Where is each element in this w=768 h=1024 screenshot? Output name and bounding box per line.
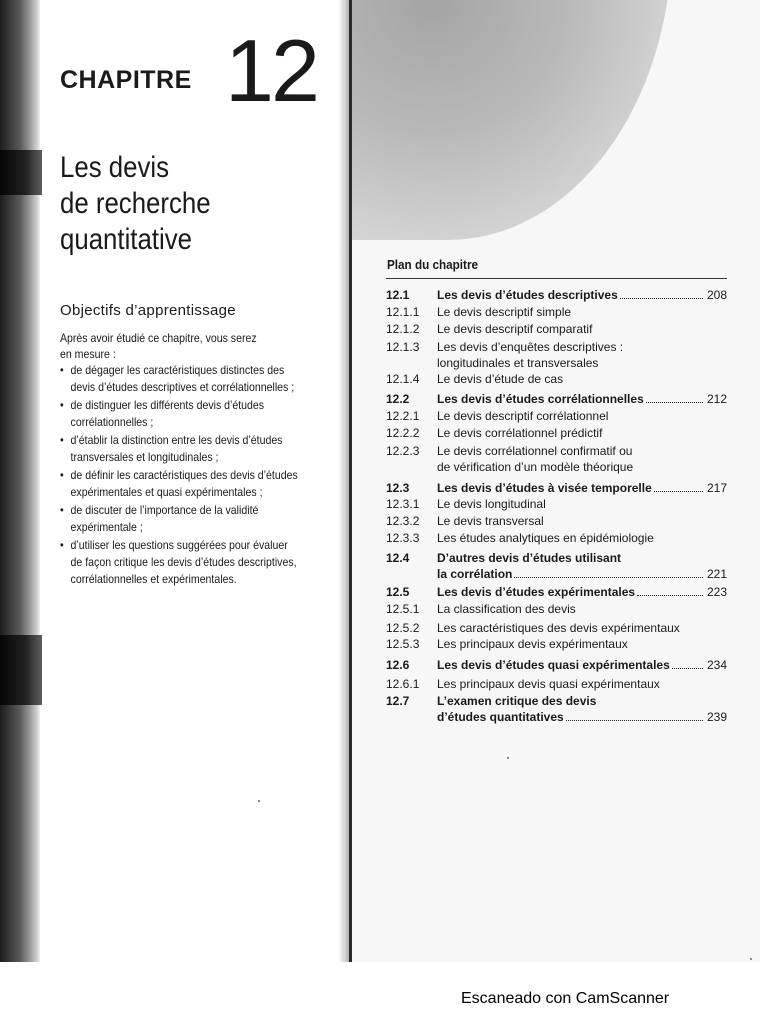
objectives-intro-line: Après avoir étudié ce chapitre, vous serez bbox=[60, 331, 257, 345]
objective-text: de définir les caractéristiques des devis d’études expérimentales et quasi expérimentales ; bbox=[70, 468, 298, 499]
toc-page-number: 223 bbox=[706, 585, 727, 599]
toc-page-number: 208 bbox=[706, 288, 727, 302]
toc-title-line bbox=[437, 371, 727, 387]
toc-title-line bbox=[437, 550, 727, 566]
toc-page-number: 212 bbox=[706, 392, 727, 406]
chapter-title-line: de recherche bbox=[60, 187, 211, 220]
toc-number: 12.3.1 bbox=[386, 497, 420, 511]
toc-title-line bbox=[437, 459, 727, 475]
toc-number: 12.2 bbox=[386, 392, 410, 406]
plan-title: Plan du chapitre bbox=[387, 257, 479, 272]
toc-subsection bbox=[386, 425, 728, 441]
toc-number: 12.5 bbox=[386, 585, 410, 599]
toc-title-line bbox=[437, 709, 727, 725]
toc-number: 12.1.2 bbox=[386, 322, 420, 336]
toc-title-line bbox=[437, 480, 727, 496]
chapter-title-line: Les devis bbox=[60, 151, 170, 184]
scan-speck bbox=[507, 757, 509, 759]
toc-page-number: 217 bbox=[706, 481, 727, 495]
toc-title-text: Les devis d’études à visée temporelle bbox=[437, 481, 652, 495]
toc-title-text: d’études quantitatives bbox=[437, 710, 564, 724]
toc-title bbox=[437, 480, 727, 496]
toc-title-text: la corrélation bbox=[437, 567, 513, 581]
toc-subsection bbox=[386, 601, 728, 617]
bullet-icon: • bbox=[60, 363, 64, 377]
toc-subsection bbox=[386, 636, 728, 652]
toc-number: 12.3 bbox=[386, 481, 410, 495]
toc-leader-dots bbox=[646, 402, 703, 403]
objective-text: de dégager les caractéristiques distinctes des devis d’études descriptives et corrélationnelles ; bbox=[70, 363, 295, 394]
toc-page-number: 239 bbox=[706, 710, 727, 724]
toc-title-text: Le devis corrélationnel confirmatif ou bbox=[437, 444, 633, 458]
toc-number: 12.4 bbox=[386, 551, 410, 565]
toc-title-text: D’autres devis d’études utilisant bbox=[437, 551, 622, 565]
toc-title-text: de vérification d’un modèle théorique bbox=[437, 460, 634, 474]
objective-text: de discuter de l’importance de la validité expérimentale ; bbox=[70, 503, 259, 534]
toc-title-text: Le devis descriptif simple bbox=[437, 305, 572, 319]
toc-title bbox=[437, 391, 727, 407]
toc-title bbox=[437, 693, 727, 725]
toc-section bbox=[386, 480, 728, 496]
toc-title-text: Le devis descriptif comparatif bbox=[437, 322, 593, 336]
toc-title bbox=[437, 287, 727, 303]
toc-title-line bbox=[437, 676, 727, 692]
toc-title-line bbox=[437, 601, 727, 617]
toc-number: 12.1 bbox=[386, 288, 410, 302]
toc-title-line bbox=[437, 636, 727, 652]
toc-title-line bbox=[437, 425, 727, 441]
toc-title-line bbox=[437, 693, 727, 709]
toc-leader-dots bbox=[672, 668, 703, 669]
chapter-label: CHAPITRE bbox=[60, 66, 192, 94]
toc-title-line bbox=[437, 321, 727, 337]
toc-title-line bbox=[437, 513, 727, 529]
toc-title-text: Les principaux devis expérimentaux bbox=[437, 637, 628, 651]
toc-title bbox=[437, 321, 727, 337]
toc-title-text: Le devis longitudinal bbox=[437, 497, 546, 511]
toc-number: 12.2.2 bbox=[386, 426, 420, 440]
toc-title-text: Les devis d’enquêtes descriptives : bbox=[437, 340, 624, 354]
toc-title-text: Le devis d’étude de cas bbox=[437, 372, 564, 386]
toc-subsection bbox=[386, 408, 728, 424]
bullet-icon: • bbox=[60, 503, 64, 517]
toc-title-text: L’examen critique des devis bbox=[437, 694, 597, 708]
toc-title-line bbox=[437, 339, 727, 355]
toc-section bbox=[386, 550, 728, 582]
toc-title-line bbox=[437, 355, 727, 371]
toc-title-line bbox=[437, 287, 727, 303]
toc-title bbox=[437, 636, 727, 652]
toc-subsection bbox=[386, 339, 728, 371]
toc-page-number: 234 bbox=[706, 658, 727, 672]
toc-title-text: Les devis d’études descriptives bbox=[437, 288, 618, 302]
toc-leader-dots bbox=[637, 595, 703, 596]
toc-title-text: Les devis d’études quasi expérimentales bbox=[437, 658, 670, 672]
toc-title-text: Le devis corrélationnel prédictif bbox=[437, 426, 603, 440]
toc-title-line bbox=[437, 620, 727, 636]
chapter-number: 12 bbox=[225, 21, 317, 120]
bullet-icon: • bbox=[60, 468, 64, 482]
toc-title-line bbox=[437, 584, 727, 600]
toc-title bbox=[437, 513, 727, 529]
toc-leader-dots bbox=[654, 491, 703, 492]
objectives-intro-line: en mesure : bbox=[60, 347, 116, 361]
toc-title-line bbox=[437, 530, 727, 546]
toc-title-text: Les caractéristiques des devis expérimentaux bbox=[437, 621, 680, 635]
objective-text: de distinguer les différents devis d’études corrélationnelles ; bbox=[70, 398, 265, 429]
bullet-icon: • bbox=[60, 398, 64, 412]
toc-section bbox=[386, 584, 728, 600]
toc-title bbox=[437, 371, 727, 387]
toc-number: 12.2.3 bbox=[386, 444, 420, 458]
toc-subsection bbox=[386, 496, 728, 512]
toc-title bbox=[437, 584, 727, 600]
toc-title-line bbox=[437, 657, 727, 673]
toc-section bbox=[386, 657, 728, 673]
toc-title bbox=[437, 620, 727, 636]
toc-number: 12.5.3 bbox=[386, 637, 420, 651]
scan-speck bbox=[258, 800, 260, 802]
toc-number: 12.1.3 bbox=[386, 340, 420, 354]
toc-title bbox=[437, 304, 727, 320]
toc-subsection bbox=[386, 620, 728, 636]
toc-subsection bbox=[386, 304, 728, 320]
toc-subsection bbox=[386, 443, 728, 475]
toc-title bbox=[437, 339, 727, 371]
toc-number: 12.1.4 bbox=[386, 372, 420, 386]
toc-subsection bbox=[386, 371, 728, 387]
scan-speck bbox=[750, 958, 752, 960]
toc-title-text: longitudinales et transversales bbox=[437, 356, 599, 370]
toc-title bbox=[437, 601, 727, 617]
toc-number: 12.7 bbox=[386, 694, 410, 708]
toc-number: 12.6.1 bbox=[386, 677, 420, 691]
toc-title bbox=[437, 408, 727, 424]
toc-title-text: Les devis d’études corrélationnelles bbox=[437, 392, 644, 406]
toc-title bbox=[437, 657, 727, 673]
toc-title bbox=[437, 530, 727, 546]
toc-number: 12.5.1 bbox=[386, 602, 420, 616]
toc-number: 12.5.2 bbox=[386, 621, 420, 635]
toc-number: 12.3.2 bbox=[386, 514, 420, 528]
toc-number: 12.6 bbox=[386, 658, 410, 672]
toc-title-line bbox=[437, 304, 727, 320]
objective-text: d’utiliser les questions suggérées pour évaluer de façon critique les devis d’études descriptives, corrélationnelles et expérimentales. bbox=[70, 538, 297, 586]
bullet-icon: • bbox=[60, 433, 64, 447]
toc-title-text: Le devis transversal bbox=[437, 514, 544, 528]
toc-subsection bbox=[386, 513, 728, 529]
objectives-heading: Objectifs d’apprentissage bbox=[60, 302, 236, 319]
toc-number: 12.3.3 bbox=[386, 531, 420, 545]
toc-leader-dots bbox=[620, 298, 703, 299]
toc-section bbox=[386, 693, 728, 725]
toc-number: 12.1.1 bbox=[386, 305, 420, 319]
toc-title-line bbox=[437, 391, 727, 407]
toc-title-line bbox=[437, 443, 727, 459]
toc-page-number: 221 bbox=[706, 567, 727, 581]
scanner-watermark: Escaneado con CamScanner bbox=[461, 990, 670, 1007]
toc-title bbox=[437, 425, 727, 441]
toc-title-text: Les principaux devis quasi expérimentaux bbox=[437, 677, 660, 691]
toc-title-text: La classification des devis bbox=[437, 602, 576, 616]
toc-leader-dots bbox=[514, 577, 703, 578]
toc-section bbox=[386, 287, 728, 303]
toc-title-line bbox=[437, 566, 727, 582]
toc-subsection bbox=[386, 530, 728, 546]
bullet-icon: • bbox=[60, 538, 64, 552]
toc-title bbox=[437, 550, 727, 582]
toc-subsection bbox=[386, 321, 728, 337]
toc-title bbox=[437, 443, 727, 475]
toc-subsection bbox=[386, 676, 728, 692]
toc-number: 12.2.1 bbox=[386, 409, 420, 423]
toc-title bbox=[437, 676, 727, 692]
toc-title bbox=[437, 496, 727, 512]
toc-title-line bbox=[437, 408, 727, 424]
toc-title-text: Le devis descriptif corrélationnel bbox=[437, 409, 609, 423]
toc-title-text: Les devis d’études expérimentales bbox=[437, 585, 636, 599]
toc-title-text: Les études analytiques en épidémiologie bbox=[437, 531, 654, 545]
objective-text: d’établir la distinction entre les devis d’études transversales et longitudinales ; bbox=[70, 433, 283, 464]
toc-leader-dots bbox=[566, 720, 703, 721]
chapter-title-line: quantitative bbox=[60, 223, 192, 256]
toc-title-line bbox=[437, 496, 727, 512]
toc-section bbox=[386, 391, 728, 407]
